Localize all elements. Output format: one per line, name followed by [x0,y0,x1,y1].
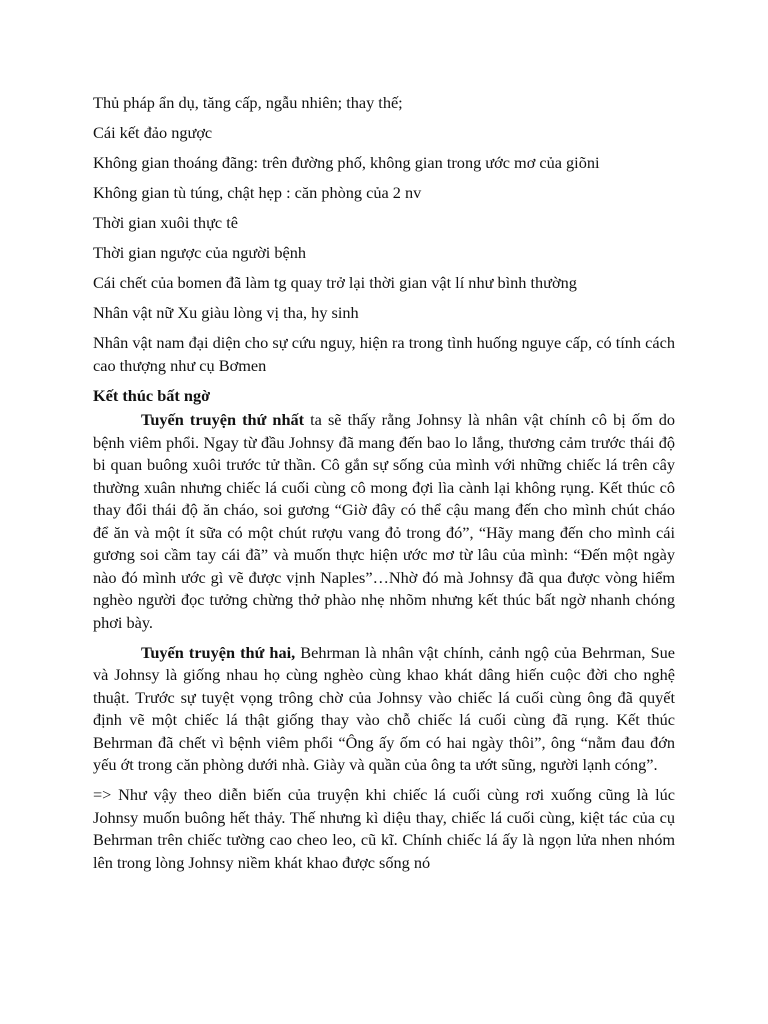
conclusion-paragraph: => Như vậy theo diễn biến của truyện khi chiếc lá cuối cùng rơi xuống cũng là lúc Johnsy muốn buông hết thảy. Thế nhưng kì diệu thay, chiếc lá cuối cùng, kiệt tác của cụ Behrman trên chiếc tường cao cheo leo, cũ kĩ. Chính chiếc lá ấy là ngọn lửa nhen nhóm lên trong lòng Johnsy niềm khát khao được sống nó [93,785,675,872]
paragraph-first-storyline [93,409,675,634]
paragraph-body: Behrman là nhân vật chính, cảnh ngộ của Behrman, Sue và Johnsy là giống nhau họ cùng nghèo cùng khao khát dâng hiến cuộc đời cho nghệ thuật. Trước sự tuyệt vọng trông chờ của Johnsy vào chiếc lá cuối cùng ông đã quyết định vẽ một chiếc lá thật giống thay vào chỗ chiếc lá cuối cùng đã rụng. Kết thúc Behrman đã chết vì bệnh viêm phổi “Ông ấy ốm có hai ngày thôi”, ông “nằm đau đớn yếu ớt trong căn phòng dưới nhà. Giày và quần của ông ta ướt sũng, người lạnh cóng”. [93,642,675,774]
document-page [93,92,675,874]
note-line: Cái chết của bomen đã làm tg quay trở lại thời gian vật lí như bình thường [93,273,577,292]
note-line: Không gian tù túng, chật hẹp : căn phòng của 2 nv [93,183,422,202]
note-line: Thủ pháp ẩn dụ, tăng cấp, ngẫu nhiên; thay thế; [93,93,403,112]
note-line: Cái kết đảo ngược [93,123,213,142]
paragraph-lead: Tuyến truyện thứ hai, [141,642,296,662]
note-line: Không gian thoáng đãng: trên đường phố, không gian trong ước mơ của giõni [93,153,600,172]
paragraph-second-storyline [93,642,675,777]
paragraph-body: ta sẽ thấy rằng Johnsy là nhân vật chính cô bị ốm do bệnh viêm phổi. Ngay từ đầu Johnsy đã mang đến bao lo lắng, thương cảm trước thái độ bi quan buông xuôi trước tử thần. Cô gắn sự sống của mình với những chiếc lá trên cây thường xuân nhưng chiếc lá cuối cùng cô mong đợi lìa cành lại không rụng. Kết thúc cô thay đổi thái độ ăn cháo, soi gương “Giờ đây có thể cậu mang đến cho mình chút cháo để ăn và một ít sữa có một chút rượu vang đỏ trong đó”, “Hãy mang đến cho mình cái gương soi cầm tay cái đã” và muốn thực hiện ước mơ từ lâu của mình: “Đến một ngày nào đó mình ước gì vẽ được vịnh Naples”…Nhờ đó mà Johnsy đã qua được vòng hiểm nghèo người đọc tưởng chừng thở phào nhẹ nhõm nhưng kết thúc bất ngờ nhanh chóng phơi bày. [93,410,675,632]
note-paragraph: Nhân vật nam đại diện cho sự cứu nguy, hiện ra trong tình huống nguye cấp, có tính cách cao thượng như cụ Bơmen [93,333,675,375]
paragraph-lead: Tuyến truyện thứ nhất [141,410,305,429]
note-line: Nhân vật nữ Xu giàu lòng vị tha, hy sinh [93,303,359,322]
section-heading: Kết thúc bất ngờ [93,385,211,405]
note-line: Thời gian ngược của người bệnh [93,243,307,262]
note-line: Thời gian xuôi thực tê [93,213,238,232]
